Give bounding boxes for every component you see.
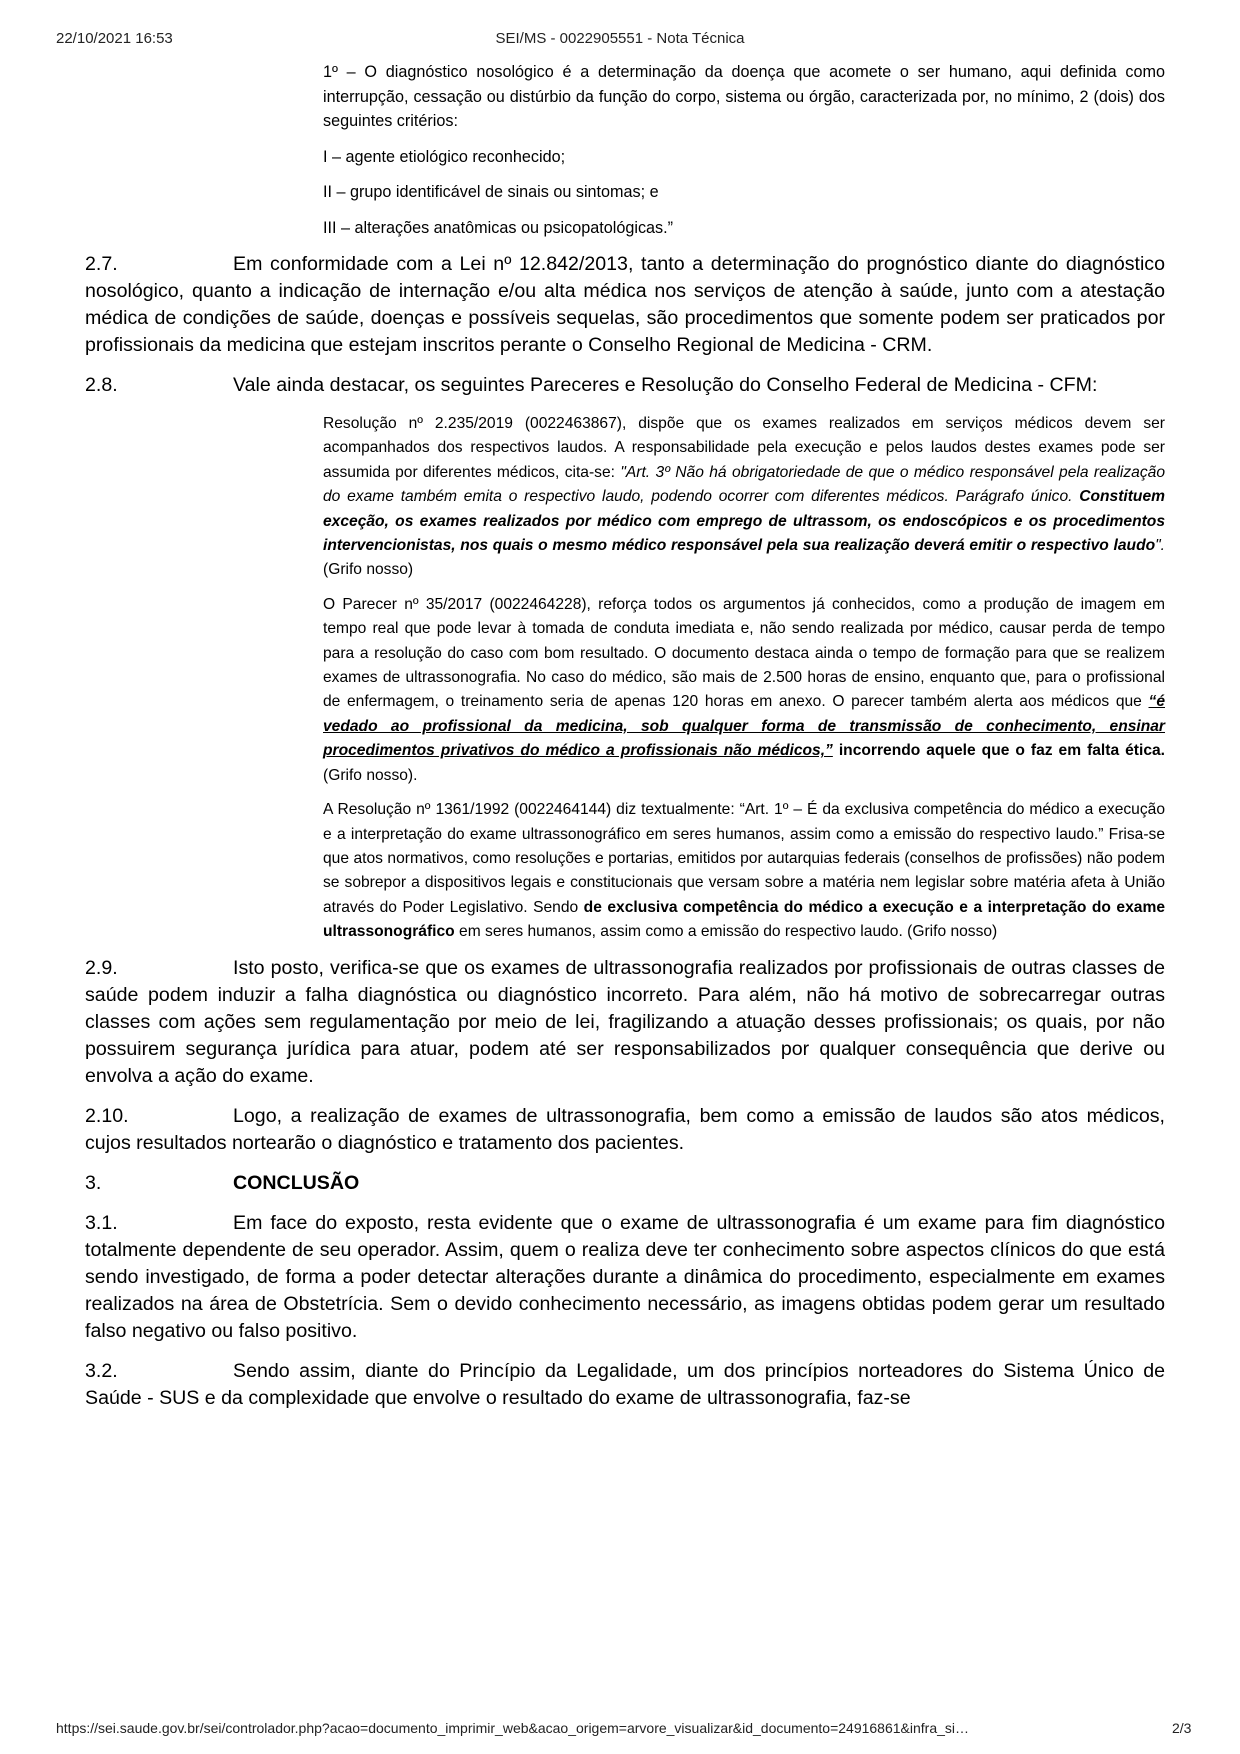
section-title: CONCLUSÃO [233, 1171, 360, 1194]
citation-quote-italic: "Art. 3º Não há obrigatoriedade de que o médico responsável pela realização do exame também emita o respectivo laudo, podendo ocorrer com diferentes médicos. Parágrafo único. [323, 463, 1165, 506]
paragraph-text: Sendo assim, diante do Princípio da Legalidade, um dos princípios norteadores do Sistema Único de Saúde - SUS e da complexidade que envolve o resultado do exame de ultrassonografia, faz-se [85, 1359, 1165, 1409]
document-body [85, 60, 1165, 1425]
paragraph-3-2 [85, 1358, 1165, 1412]
paragraph-text: Em face do exposto, resta evidente que o exame de ultrassonografia é um exame para fim diagnóstico totalmente dependente de seu operador. Assim, quem o realiza deve ter conhecimento sobre aspectos clínicos do que está sendo investigado, de forma a poder detectar alterações durante a dinâmica do procedimento, especialmente em exames realizados na área de Obstetrícia. Sem o devido conhecimento necessário, as imagens obtidas podem gerar um resultado falso negativo ou falso positivo. [85, 1211, 1165, 1342]
citation-text-end: em seres humanos, assim como a emissão do respectivo laudo. (Grifo nosso) [454, 923, 998, 941]
citation-parecer-35 [323, 593, 1165, 788]
citation-text: Resolução nº 2.235/2019 (0022463867), dispõe que os exames realizados em serviços médicos devem ser acompanhados dos respectivos laudos. A responsabilidade pela execução e pelos laudos destes exames pode ser assumida por diferentes médicos, cita-se: [323, 415, 1165, 481]
paragraph-number: 2.7. [85, 253, 118, 275]
paragraph-number: 2.8. [85, 374, 118, 396]
citation-resolucao-2235 [323, 412, 1165, 583]
citation-quote-emphasis: “é vedado ao profissional da medicina, sob qualquer forma de transmissão de conhecimento, ensinar procedimentos privativos do médico a profissionais não médicos,” [323, 693, 1165, 760]
paragraph-number: 3.1. [85, 1211, 118, 1234]
paragraph-number: 2.9. [85, 956, 118, 979]
citation-grifo: (Grifo nosso). [323, 766, 418, 784]
citation-grifo: (Grifo nosso) [323, 561, 414, 579]
citation-quote-close: ". [1155, 537, 1165, 555]
section-3-heading [85, 1170, 1165, 1197]
paragraph-number: 2.10. [85, 1104, 129, 1127]
citation-bold-text: incorrendo aquele que o faz em falta ética. [832, 742, 1165, 760]
paragraph-text: Em conformidade com a Lei nº 12.842/2013, tanto a determinação do prognóstico diante do diagnóstico nosológico, quanto a indicação de internação e/ou alta médica nos serviços de atenção à saúde, junto com a atestação médica de condições de saúde, doenças e possíveis sequelas, são procedimentos que somente podem ser praticados por profissionais da medicina que estejam inscritos perante o Conselho Regional de Medicina - CRM. [85, 253, 1165, 356]
print-datetime: 22/10/2021 16:53 [56, 30, 173, 47]
paragraph-2-8 [85, 372, 1165, 399]
citation-quote-emphasis: Constituem exceção, os exames realizados por médico com emprego de ultrassom, os endoscópicos e os procedimentos intervencionistas, nos quais o mesmo médico responsável pela sua realização deverá emitir o respectivo laudo [323, 488, 1165, 555]
print-url: https://sei.saude.gov.br/sei/controlador.php?acao=documento_imprimir_web&acao_origem=arvore_visualizar&id_documento=24916861&infra_si… [56, 1720, 970, 1736]
paragraph-2-9 [85, 955, 1165, 1090]
quoted-article-block [323, 60, 1165, 240]
print-document-title: SEI/MS - 0022905551 - Nota Técnica [495, 30, 745, 47]
paragraph-text: Vale ainda destacar, os seguintes Pareceres e Resolução do Conselho Federal de Medicina - CFM: [233, 374, 1098, 396]
criteria-item: II – grupo identificável de sinais ou sintomas; e [323, 183, 659, 201]
section-number: 3. [85, 1171, 102, 1194]
paragraph-3-1 [85, 1210, 1165, 1345]
cfm-citations-block [323, 412, 1165, 945]
paragraph-text: Logo, a realização de exames de ultrassonografia, bem como a emissão de laudos são atos médicos, cujos resultados nortearão o diagnóstico e tratamento dos pacientes. [85, 1104, 1165, 1154]
criteria-item: III – alterações anatômicas ou psicopatológicas.” [323, 218, 674, 237]
citation-text: O Parecer nº 35/2017 (0022464228), reforça todos os argumentos já conhecidos, como a produção de imagem em tempo real que pode levar à tomada de conduta imediata e, não sendo realizada por médico, causar perda de tempo para a resolução do caso com bom resultado. O documento destaca ainda o tempo de formação para que se realizem exames de ultrassonografia. No caso do médico, são mais de 2.500 horas de ensino, enquanto que, para o profissional de enfermagem, o treinamento seria de apenas 120 horas em anexo. O parecer também alerta aos médicos que [323, 595, 1165, 711]
paragraph-2-10 [85, 1103, 1165, 1157]
citation-resolucao-1361 [323, 798, 1165, 944]
quoted-article-paragraph: 1º – O diagnóstico nosológico é a determinação da doença que acomete o ser humano, aqui definida como interrupção, cessação ou distúrbio da função do corpo, sistema ou órgão, caracterizada por, no mínimo, 2 (dois) dos seguintes critérios: [323, 63, 1165, 130]
citation-text: A Resolução nº 1361/1992 (0022464144) diz textualmente: “Art. 1º – É da exclusiva competência do médico a execução e a interpretação do exame ultrassonográfico em seres humanos, assim como a emissão do respectivo laudo.” Frisa-se que atos normativos, como resoluções e portarias, emitidos por autarquias federais (conselhos de profissões) não podem se sobrepor a dispositivos legais e constitucionais que versam sobre a matéria nem legislar sobre matéria afeta à União através do Poder Legislativo. Sendo [323, 801, 1165, 916]
paragraph-number: 3.2. [85, 1359, 118, 1382]
criteria-item: I – agente etiológico reconhecido; [323, 147, 566, 166]
page-number: 2/3 [1172, 1720, 1192, 1736]
paragraph-text: Isto posto, verifica-se que os exames de ultrassonografia realizados por profissionais de outras classes de saúde podem induzir a falha diagnóstica ou diagnóstico incorreto. Para além, não há motivo de sobrecarregar outras classes com ações sem regulamentação por meio de lei, fragilizando a atuação desses profissionais; os quais, por não possuirem segurança jurídica para atuar, podem até ser responsabilizados por qualquer consequência que derive ou envolva a ação do exame. [85, 956, 1165, 1087]
citation-bold-text: de exclusiva competência do médico a execução e a interpretação do exame ultrassonográfico [323, 898, 1165, 941]
paragraph-2-7 [85, 251, 1165, 359]
